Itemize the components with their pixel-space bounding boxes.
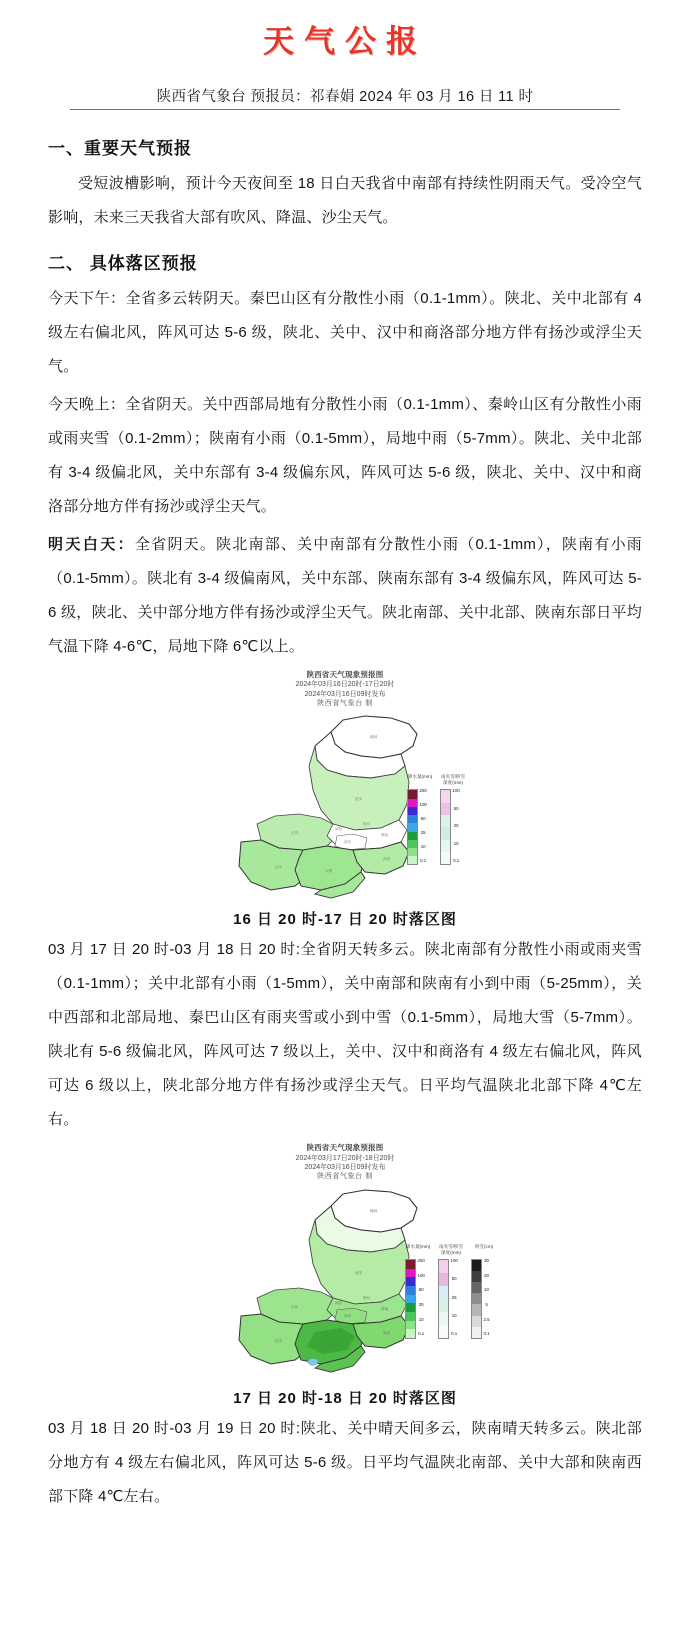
svg-text:安康: 安康	[325, 869, 333, 874]
svg-text:安康: 安康	[325, 1342, 333, 1347]
svg-text:汉中: 汉中	[275, 865, 283, 870]
forecast-17th-to-18th: 03 月 17 日 20 时-03 月 18 日 20 时:全省阴天转多云。陕北南部有分散性小雨或雨夹雪（0.1-1mm）；关中北部有小雨（1-5mm），关中南部和陕南有小到中雨（5-25mm），关中西部和北部局地、秦巴山区有雨夹雪或小到中雪（0.1-5mm），局地大雪（5-7mm）。陕北有 5-6 级偏北风，阵风可达 7 级以上，关中、汉中和商洛有 4 级左右偏北风，阵风可达 6 级以上，陕北部分地方伴有扬沙或浮尘天气。日平均气温陕北北部下降 4℃左右。	[48, 941, 642, 1129]
map-1-legend-sleet	[440, 774, 466, 865]
map-1-legend-sleet-title: 雨夹雪/积雪深度(mm)	[440, 774, 466, 786]
map-2-period: 2024年03月17日20时-18日20时	[295, 1154, 395, 1162]
svg-text:延安: 延安	[355, 1270, 363, 1275]
svg-text:咸阳: 咸阳	[335, 1300, 343, 1305]
map-2-title: 陕西省天气现象预报图	[306, 1143, 384, 1153]
svg-text:榆林: 榆林	[370, 735, 378, 740]
svg-text:铜川: 铜川	[363, 1295, 371, 1300]
forecast-tonight: 今天晚上：全省阴天。关中西部局地有分散性小雨（0.1-1mm）、秦岭山区有分散性小雨或雨夹雪（0.1-2mm）；陕南有小雨（0.1-5mm），局地中雨（5-7mm）。陕北、关中北部有 3-4 级偏北风，关中东部有 3-4 级偏东风，阵风可达 5-6 级，陕北、关中、汉中和商洛部分地方伴有扬沙或浮尘天气。	[48, 396, 642, 515]
section-heading-1: 一、重要天气预报	[48, 139, 192, 158]
forecast-tomorrow-lead: 明天白天：	[48, 536, 136, 553]
map-2-producer: 陕西省气象台 制	[317, 1173, 373, 1181]
map-2-legend-snow-ticks: 30 20 10 5 2.5 0.1	[483, 1257, 490, 1337]
map-1-legend-sleet-ticks: 100 50 25 10 0.1	[452, 788, 460, 863]
forecast-this-afternoon: 今天下午：全省多云转阴天。秦巴山区有分散性小雨（0.1-1mm）。陕北、关中北部有 4 级左右偏北风，阵风可达 5-6 级，陕北、关中、汉中和商洛部分地方伴有扬沙或浮尘天气。	[48, 290, 642, 375]
forecast-map-figure-2	[48, 1143, 642, 1407]
byline: 陕西省气象台 预报员：祁春娟 2024 年 03 月 16 日 11 时	[156, 89, 534, 105]
map-1-legend-precip-bar	[407, 789, 418, 865]
svg-text:宝鸡: 宝鸡	[291, 831, 299, 836]
map-1-caption: 16 日 20 时-17 日 20 时落区图	[233, 911, 457, 929]
map-1-producer: 陕西省气象台 制	[317, 700, 373, 707]
map-2-legend-precip-ticks: 250 100 50 25 10 0.1	[417, 1257, 425, 1337]
document-body	[0, 110, 690, 1526]
svg-text:汉中: 汉中	[275, 1338, 283, 1343]
map-1-title: 陕西省天气现象预报图	[306, 670, 384, 679]
section-1-paragraph-1: 受短波槽影响，预计今天夜间至 18 日白天我省中南部有持续性阴雨天气。受冷空气影响，未来三天我省大部有吹风、降温、沙尘天气。	[48, 175, 642, 226]
map-2-legend-group	[405, 1244, 497, 1339]
svg-text:延安: 延安	[355, 797, 363, 802]
map-2-legend-snow-title: 积雪(cm)	[474, 1243, 494, 1249]
map-2-legend-sleet	[438, 1244, 464, 1339]
map-1-legend-precip	[407, 774, 433, 865]
map-2-legend-snow-bar	[471, 1259, 482, 1339]
map-2-header	[48, 1143, 642, 1181]
forecast-tomorrow-text: 全省阴天。陕北南部、关中南部有分散性小雨（0.1-1mm），陕南有小雨（0.1-5mm）。陕北有 3-4 级偏南风，关中东部、陕南东部有 3-4 级偏东风，阵风可达 5-6 级，陕北、关中部分地方伴有扬沙或浮尘天气。陕北南部、关中北部、陕南东部日平均气温下降 4-6℃，局地下降 6℃以上。	[48, 536, 642, 655]
map-2-issued: 2024年03月16日09时发布	[304, 1164, 386, 1171]
svg-text:渭南: 渭南	[381, 1306, 389, 1311]
map-2-legend-sleet-title: 雨夹雪/积雪深度(mm)	[438, 1243, 464, 1255]
svg-text:西安: 西安	[344, 840, 352, 845]
section-heading-2: 二、 具体落区预报	[48, 254, 198, 273]
map-2-legend-precip-bar	[405, 1259, 416, 1339]
map-2-legend-sleet-bar	[438, 1259, 449, 1339]
svg-text:商洛: 商洛	[383, 857, 391, 862]
map-1-header	[48, 670, 642, 708]
map-1-canvas	[195, 712, 495, 902]
map-2-canvas	[195, 1186, 495, 1381]
map-1-legend-group	[407, 774, 466, 865]
forecast-18th-to-19th: 03 月 18 日 20 时-03 月 19 日 20 时:陕北、关中晴天间多云，陕南晴天转多云。陕北部分地方有 4 级左右偏北风，阵风可达 5-6 级。日平均气温陕北南部、关中大部和陕南西部下降 4℃左右。	[48, 1419, 642, 1505]
map-1-legend-precip-title: 降水量(mm)	[407, 774, 433, 780]
svg-text:商洛: 商洛	[383, 1330, 391, 1335]
svg-text:宝鸡: 宝鸡	[291, 1304, 299, 1309]
svg-text:铜川: 铜川	[363, 822, 371, 827]
forecast-map-figure-1	[48, 670, 642, 929]
map-2-legend-snow	[471, 1244, 497, 1339]
map-2-legend-sleet-ticks: 100 50 25 10 0.1	[450, 1257, 458, 1337]
svg-text:渭南: 渭南	[381, 833, 389, 838]
map-2-caption: 17 日 20 时-18 日 20 时落区图	[233, 1389, 457, 1407]
map-1-period: 2024年03月16日20时-17日20时	[295, 681, 395, 689]
svg-text:西安: 西安	[344, 1313, 352, 1318]
svg-text:咸阳: 咸阳	[335, 827, 343, 832]
map-2-legend-precip-title: 降水量(mm)	[405, 1243, 431, 1249]
byline-container	[70, 85, 620, 110]
map-1-legend-sleet-bar	[440, 789, 451, 865]
svg-text:榆林: 榆林	[370, 1208, 378, 1213]
page-title: 天气公报	[263, 24, 427, 59]
map-1-issued: 2024年03月16日09时发布	[304, 690, 386, 698]
map-1-legend-precip-ticks: 250 100 50 25 10 0.1	[419, 788, 427, 863]
forecast-tomorrow-daytime	[48, 528, 642, 664]
map-2-legend-precip	[405, 1244, 431, 1339]
